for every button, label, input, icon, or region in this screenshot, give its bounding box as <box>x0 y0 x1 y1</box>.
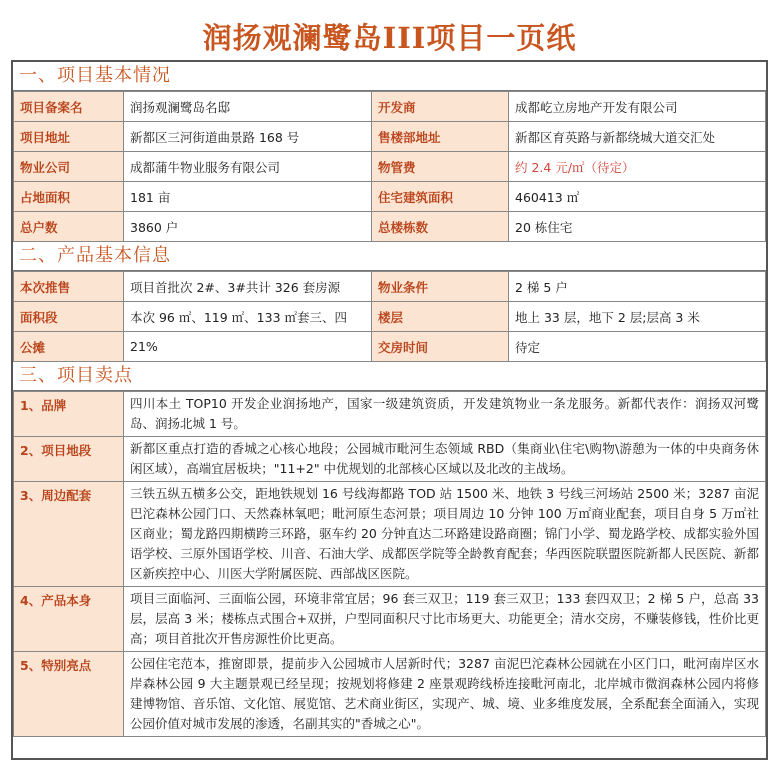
table-row <box>14 152 766 182</box>
table-row <box>14 332 766 362</box>
field-value: 项目首批次 2#、3#共计 326 套房源 <box>124 272 372 302</box>
field-value: 新都区育英路与新都绕城大道交汇处 <box>509 122 766 152</box>
table-row <box>14 92 766 122</box>
field-label: 物业公司 <box>14 152 124 182</box>
basic-info-table <box>13 91 766 242</box>
field-label: 总户数 <box>14 212 124 242</box>
table-row <box>14 437 766 482</box>
selling-point-text: 三铁五纵五横多公交，距地铁规划 16 号线海都路 TOD 站 1500 米、地铁 3 号线三河场站 2500 米；3287 亩泥巴沱森林公园门口、天然森林氧吧；毗河原生态河景；项目周边 10 分钟 100 万㎡商业配套，项目自身 5 万㎡社区商业；蜀龙路四期横跨三环路，驱车约 20 分钟直达二环路建设路商圈；锦门小学、蜀龙路学校、成都实验外国语学校、三原外国语学校、川音、石油大学、成都医学院等全龄教育配套；华西医院联盟医院新都人民医院、新都区新疾控中心、川医大学附属医院、西部战区医院。 <box>124 482 766 587</box>
selling-points-table <box>13 391 766 737</box>
table-row <box>14 302 766 332</box>
selling-point-text: 公园住宅范本，推窗即景，提前步入公园城市人居新时代；3287 亩泥巴沱森林公园就在小区门口，毗河南岸区水岸森林公园 9 大主题景观已经呈现；按规划将修建 2 座景观跨线桥连接毗河南北，北岸城市微润森林公园内将修建博物馆、音乐馆、文化馆、展览馆、艺术商业街区，实现产、城、境、业多维度发展，全系配套全面涌入，实现公园价值对城市发展的渗透，名副其实的"香城之心"。 <box>124 652 766 737</box>
selling-point-label: 3、周边配套 <box>14 482 124 587</box>
table-row <box>14 482 766 587</box>
selling-point-text: 新都区重点打造的香城之心核心地段；公园城市毗河生态领域 RBD（集商业\住宅\购物\游憩为一体的中央商务休闲区域），高端宜居板块；"11+2" 中优规划的北部核心区域以及北改的主战场。 <box>124 437 766 482</box>
field-label: 公摊 <box>14 332 124 362</box>
field-label: 售楼部地址 <box>372 122 509 152</box>
field-value: 成都屹立房地产开发有限公司 <box>509 92 766 122</box>
table-row <box>14 392 766 437</box>
field-value: 20 栋住宅 <box>509 212 766 242</box>
table-row <box>14 587 766 652</box>
field-value: 新都区三河街道曲景路 168 号 <box>124 122 372 152</box>
field-label: 总楼栋数 <box>372 212 509 242</box>
property-fee-value: 约 2.4 元/㎡（待定） <box>509 152 766 182</box>
field-label: 开发商 <box>372 92 509 122</box>
selling-point-label: 5、特别亮点 <box>14 652 124 737</box>
selling-point-text: 项目三面临河、三面临公园，环境非常宜居；96 套三双卫；119 套三双卫；133 套四双卫；2 梯 5 户，总高 33 层，层高 3 米；楼栋点式围合+双拼，户型同面积尺寸比市场更大、功能更全；清水交房，不赚装修钱，性价比更高；项目首批次开售房源性价比更高。 <box>124 587 766 652</box>
section-selling-points-heading: 三、项目卖点 <box>13 362 766 391</box>
page-title: 润扬观澜鹭岛III项目一页纸 <box>202 21 577 55</box>
table-row <box>14 182 766 212</box>
section-product-info-heading: 二、产品基本信息 <box>13 242 766 271</box>
section-basic-info-heading: 一、项目基本情况 <box>13 62 766 91</box>
field-value: 181 亩 <box>124 182 372 212</box>
field-label: 交房时间 <box>372 332 509 362</box>
field-value: 润扬观澜鹭岛名邸 <box>124 92 372 122</box>
field-label: 楼层 <box>372 302 509 332</box>
selling-point-text: 四川本土 TOP10 开发企业润扬地产，国家一级建筑资质，开发建筑物业一条龙服务。新都代表作：润扬双河鹭岛、润扬北城 1 号。 <box>124 392 766 437</box>
table-row <box>14 272 766 302</box>
field-value: 2 梯 5 户 <box>509 272 766 302</box>
selling-point-label: 4、产品本身 <box>14 587 124 652</box>
field-value: 460413 ㎡ <box>509 182 766 212</box>
field-label: 面积段 <box>14 302 124 332</box>
table-row <box>14 122 766 152</box>
field-label: 住宅建筑面积 <box>372 182 509 212</box>
selling-point-label: 1、品牌 <box>14 392 124 437</box>
field-value: 地上 33 层，地下 2 层;层高 3 米 <box>509 302 766 332</box>
field-value: 21% <box>124 332 372 362</box>
document-frame <box>11 60 768 760</box>
selling-point-label: 2、项目地段 <box>14 437 124 482</box>
field-label: 项目地址 <box>14 122 124 152</box>
field-label: 项目备案名 <box>14 92 124 122</box>
table-row <box>14 212 766 242</box>
field-label: 占地面积 <box>14 182 124 212</box>
field-label: 物管费 <box>372 152 509 182</box>
field-value: 本次 96 ㎡、119 ㎡、133 ㎡套三、四 <box>124 302 372 332</box>
table-row <box>14 652 766 737</box>
field-value: 3860 户 <box>124 212 372 242</box>
product-info-table <box>13 271 766 362</box>
field-label: 本次推售 <box>14 272 124 302</box>
field-label: 物业条件 <box>372 272 509 302</box>
field-value: 待定 <box>509 332 766 362</box>
field-value: 成都蒲牛物业服务有限公司 <box>124 152 372 182</box>
